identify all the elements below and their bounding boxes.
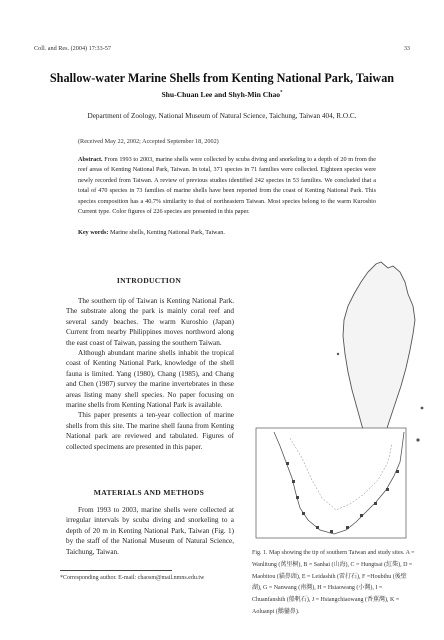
- journal-citation: Coll. and Res. (2004) 17:33-57: [34, 45, 111, 52]
- intro-paragraph: This paper presents a ten-year collection of marine shells from this site. The marine shell fauna from Kenting National park are reviewed and tabulated. Figures of collected specimens are presented in this paper.: [66, 411, 234, 451]
- abstract-text: From 1993 to 2003, marine shells were collected by scuba diving and snorkeling to a depth of 20 m from the reef areas of Kenting National Park, Taiwan. In total, 371 species in 71 families were collected. Eighteen species were newly recorded from Taiwan. A review of previous studies identified 242 species in 53 families. We concluded that a total of 470 species in 73 families of marine shells have been reported from the coast of Kenting National Park. This species composition has a 40.7% similarity to that of northeastern Taiwan. Most species belong to the warm Kuroshio Current type. Color figures of 226 species are presented in this paper.: [78, 156, 376, 216]
- authors: [0, 90, 444, 99]
- keywords: [78, 229, 376, 236]
- footnote: *Corresponding author. E-mail: chaosm@mail.nmns.edu.tw: [60, 575, 205, 581]
- introduction-body: [66, 296, 234, 452]
- received-dates: (Received May 22, 2002; Accepted September 18, 2002): [78, 138, 219, 145]
- site-marker-b: [292, 480, 295, 483]
- site-marker-h: [360, 514, 363, 517]
- site-marker-e: [316, 526, 319, 529]
- keywords-label: Key words:: [78, 229, 109, 236]
- materials-body: [66, 505, 234, 557]
- footnote-rule: [60, 570, 172, 571]
- intro-paragraph: Although abundant marine shells inhabit the tropical coast of Kenting National Park, knowledge of the shell fauna is limited. Yang (1980), Chang (1985), and Chang and Chen (1987) survey the marine invertebrates in these areas listing many shell species. No paper focusing on marine shells from Kenting National Park is available.: [66, 349, 234, 410]
- site-marker-i: [374, 502, 377, 505]
- site-marker-f: [330, 530, 333, 533]
- paper-title: Shallow-water Marine Shells from Kenting National Park, Taiwan: [49, 71, 395, 85]
- islet-marker: [421, 407, 424, 410]
- affiliation: Department of Zoology, National Museum of Natural Science, Taichung, Taiwan 404, R.O.C.: [87, 112, 357, 120]
- introduction-heading: INTRODUCTION: [116, 276, 182, 285]
- figure-caption: Fig. 1. Map showing the tip of southern Taiwan and study sites. A = Wanlitung (萬里桐), B = Sanhai (山海), C = Hungtsai (紅柴), D = Maobitou (貓鼻頭), E = Leidashih (雷打石), F =Houbihu (後壁湖), G = Nanwang (南灣), H = Hsiaowang (小灣), I = Chuanfanshih (船帆石), J = Hsiangchiaowang (香蕉灣), K = Aoluanpi (鵝鑾鼻).: [252, 550, 415, 615]
- author-names: Shu-Chuan Lee and Shyh-Min Chao: [161, 90, 281, 99]
- inset-frame: [256, 428, 406, 538]
- materials-heading: MATERIALS AND METHODS: [93, 488, 205, 497]
- islet-marker: [337, 353, 339, 355]
- corresponding-mark: *: [280, 90, 283, 96]
- keywords-text: Marine shells, Kenting National Park, Taiwan.: [109, 229, 225, 236]
- abstract: [78, 155, 376, 217]
- materials-paragraph: From 1993 to 2003, marine shells were collected at irregular intervals by scuba diving and snorkeling to a depth of 20 m in Kenting National Park, Taiwan (Fig. 1) by the staff of the National Museum of Natural Science, Taichung, Taiwan.: [66, 506, 234, 556]
- intro-paragraph: The southern tip of Taiwan is Kenting National Park. The substrate along the park is mainly coral reef and several sandy beaches. The warm Kuroshio (Japan) Current from nearby Philippines moves northword along the east coast of Taiwan, passing the southern Taiwan.: [66, 297, 234, 347]
- study-site-map: [250, 258, 426, 540]
- site-marker-j: [386, 488, 389, 491]
- site-marker-k: [396, 470, 399, 473]
- page-number: 33: [403, 45, 410, 52]
- site-marker-d: [302, 512, 305, 515]
- site-marker-g: [346, 526, 349, 529]
- site-marker-c: [296, 496, 299, 499]
- islet-marker: [416, 438, 419, 441]
- abstract-label: Abstract.: [78, 156, 103, 163]
- site-marker-a: [286, 462, 289, 465]
